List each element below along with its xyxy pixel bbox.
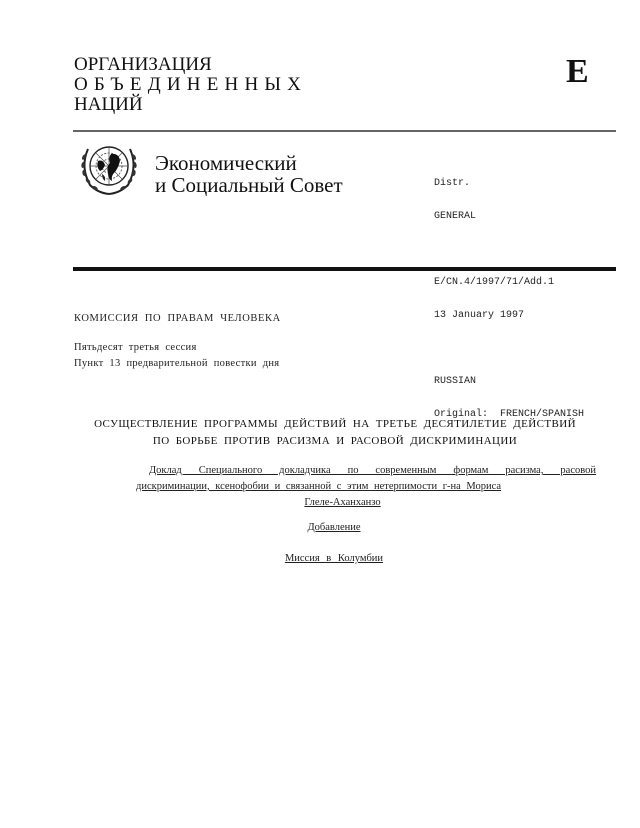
council-name-line-1: Экономический bbox=[155, 151, 297, 175]
report-subtitle-line-1: Доклад Специального докладчика по современным формам расизма, расовой bbox=[149, 465, 596, 476]
organization-name-line-1: ОРГАНИЗАЦИЯ bbox=[74, 54, 212, 75]
session-label: Пятьдесят третья сессия bbox=[74, 342, 197, 353]
addendum-label: Добавление bbox=[307, 522, 361, 533]
document-symbols bbox=[434, 156, 584, 431]
document-title bbox=[74, 416, 596, 450]
report-subtitle bbox=[136, 463, 596, 511]
document-title-line-1: ОСУЩЕСТВЛЕНИЕ ПРОГРАММЫ ДЕЙСТВИЙ НА ТРЕТЬЕ ДЕСЯТИЛЕТИЕ ДЕЙСТВИЙ bbox=[94, 418, 576, 430]
organization-name-line-3: НАЦИЙ bbox=[74, 94, 143, 115]
council-name-line-2: и Социальный Совет bbox=[155, 173, 343, 197]
distribution-value: GENERAL bbox=[434, 211, 477, 222]
distribution-label: Distr. bbox=[434, 178, 471, 189]
report-subtitle-line-2: дискриминации, ксенофобии и связанной с этим нетерпимости г-на Мориса bbox=[136, 481, 502, 492]
mission-label: Миссия в Колумбии bbox=[284, 553, 384, 564]
document-title-line-2: ПО БОРЬБЕ ПРОТИВ РАСИЗМА И РАСОВОЙ ДИСКРИМИНАЦИИ bbox=[152, 435, 518, 447]
header-bottom-rule bbox=[73, 267, 616, 271]
document-language: RUSSIAN bbox=[434, 376, 477, 387]
commission-name: КОМИССИЯ ПО ПРАВАМ ЧЕЛОВЕКА bbox=[74, 313, 281, 324]
report-subtitle-line-3: Глеле-Аханханзо bbox=[304, 497, 381, 508]
document-date: 13 January 1997 bbox=[434, 310, 525, 321]
organization-name-line-2: ОБЪЕДИНЕННЫХ bbox=[74, 74, 308, 95]
header-divider bbox=[73, 130, 616, 132]
organization-name bbox=[74, 55, 307, 115]
agenda-item: Пункт 13 предварительной повестки дня bbox=[74, 358, 280, 369]
original-language: Original: FRENCH/SPANISH bbox=[434, 409, 585, 420]
council-name bbox=[155, 152, 343, 196]
language-mark: E bbox=[566, 53, 589, 90]
un-emblem-icon bbox=[78, 139, 140, 197]
document-symbol: E/CN.4/1997/71/Add.1 bbox=[434, 277, 555, 288]
